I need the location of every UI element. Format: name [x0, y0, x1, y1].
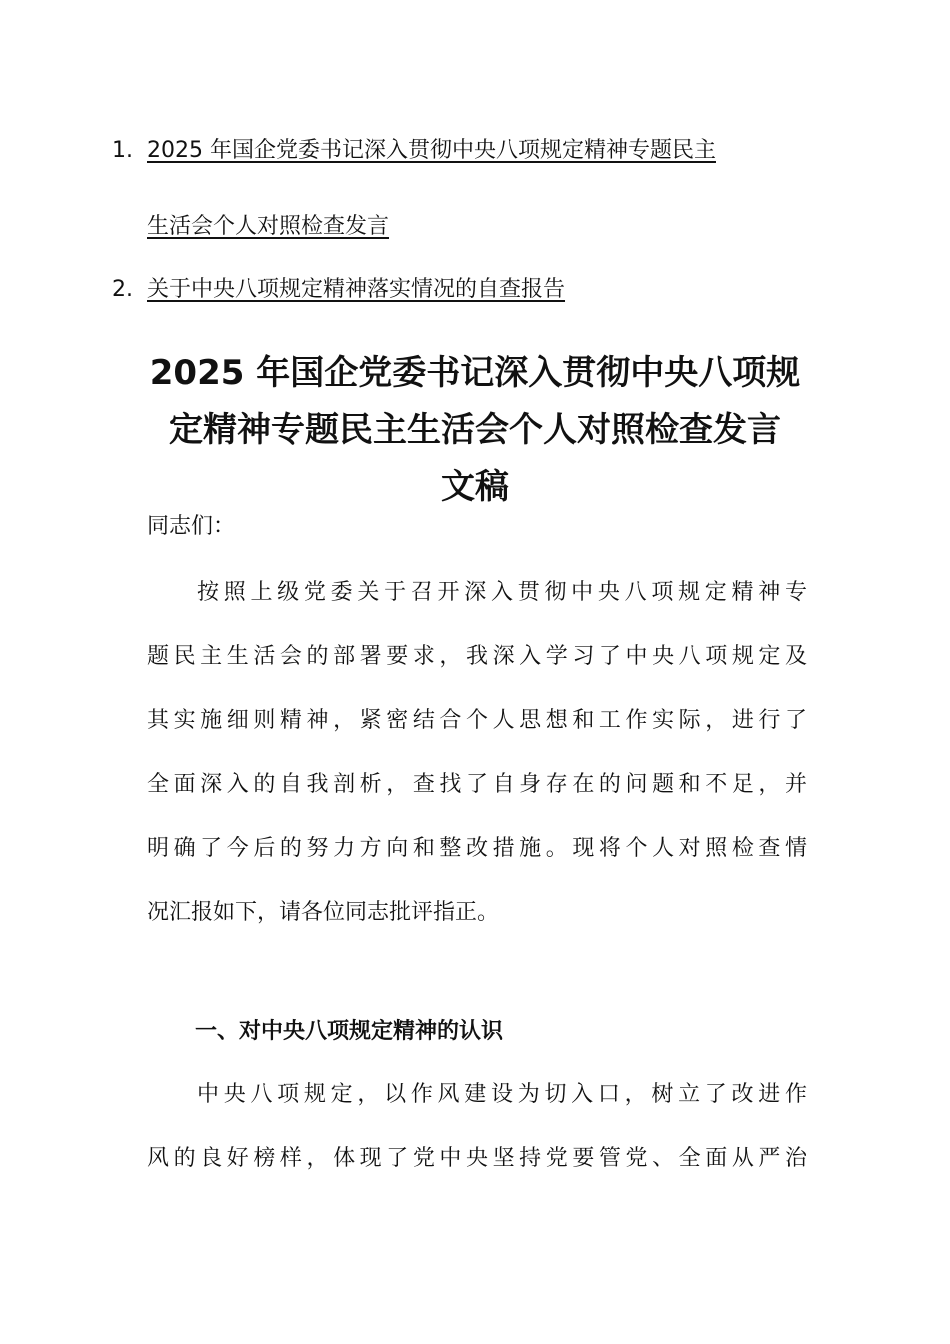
paragraph-line: 按照上级党委关于召开深入贯彻中央八项规定精神专: [197, 580, 807, 605]
title-line-1: 2025 年国企党委书记深入贯彻中央八项规: [149, 353, 801, 393]
toc-link-1-line2[interactable]: 生活会个人对照检查发言: [147, 214, 390, 239]
toc-link-1-line1[interactable]: 2025 年国企党委书记深入贯彻中央八项规定精神专题民主: [147, 138, 716, 163]
paragraph-line: 况汇报如下，请各位同志批评指正。: [147, 900, 500, 925]
salutation: 同志们：: [147, 514, 236, 539]
paragraph-line: 题民主生活会的部署要求，我深入学习了中央八项规定及: [147, 644, 807, 669]
section-heading-1: 一、对中央八项规定精神的认识: [195, 1019, 504, 1044]
paragraph-line: 全面深入的自我剖析，查找了自身存在的问题和不足，并: [147, 772, 807, 797]
paragraph-line: 明确了今后的努力方向和整改措施。现将个人对照检查情: [147, 836, 807, 861]
paragraph-section-1: [147, 1080, 807, 1208]
toc-number-2: 2.: [112, 277, 133, 302]
document-title: [140, 345, 810, 516]
paragraph-line: 其实施细则精神，紧密结合个人思想和工作实际，进行了: [147, 708, 807, 733]
paragraph-line: 风的良好榜样，体现了党中央坚持党要管党、全面从严治: [147, 1146, 807, 1171]
toc-number-1: 1.: [112, 138, 133, 163]
title-line-2: 定精神专题民主生活会个人对照检查发言: [169, 410, 781, 450]
toc-link-2[interactable]: 关于中央八项规定精神落实情况的自查报告: [147, 277, 566, 302]
paragraph-intro: [147, 578, 807, 962]
paragraph-line: 中央八项规定，以作风建设为切入口，树立了改进作: [197, 1082, 807, 1107]
title-line-3: 文稿: [441, 467, 509, 507]
